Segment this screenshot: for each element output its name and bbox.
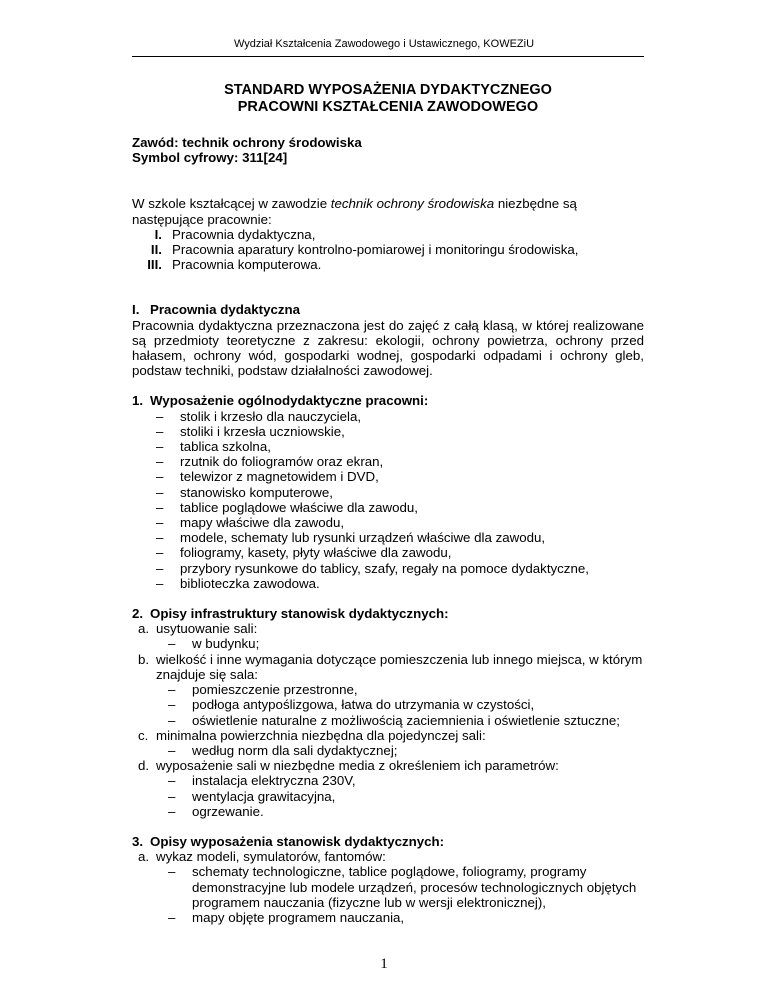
list-item-text: podłoga antypoślizgowa, łatwa do utrzymania w czystości,	[192, 697, 535, 713]
list-item-text: rzutnik do foliogramów oraz ekran,	[180, 454, 384, 470]
workshop-label: Pracownia aparatury kontrolno-pomiarowej i monitoringu środowiska,	[172, 242, 579, 258]
list-item	[162, 636, 644, 651]
alpha-item	[138, 849, 644, 864]
list-item	[162, 773, 644, 788]
equipment-heading	[132, 393, 644, 408]
alpha-sublist	[138, 773, 644, 819]
dash-marker: –	[156, 439, 164, 455]
workshop-number: II.	[150, 242, 162, 258]
section-heading	[132, 302, 644, 317]
list-item	[150, 561, 644, 576]
list-item	[150, 485, 644, 500]
dash-marker: –	[156, 530, 164, 546]
list-item-text: stoliki i krzesła uczniowskie,	[180, 423, 345, 439]
alpha-marker: d.	[138, 758, 150, 774]
list-item-text: w budynku;	[192, 636, 260, 652]
heading-number: 2.	[132, 606, 144, 622]
title-line-1: STANDARD WYPOSAŻENIA DYDAKTYCZNEGO	[224, 82, 552, 98]
header-rule	[132, 56, 644, 57]
dash-marker: –	[168, 803, 176, 819]
alpha-item	[138, 621, 644, 636]
dash-marker: –	[168, 742, 176, 758]
list-item-text: modele, schematy lub rysunki urządzeń właściwe dla zawodu,	[180, 530, 546, 546]
list-item	[150, 454, 644, 469]
list-item	[150, 439, 644, 454]
list-item	[162, 864, 644, 910]
stations-list	[132, 849, 644, 925]
workshop-list	[132, 227, 644, 273]
dash-marker: –	[156, 454, 164, 470]
intro-profession: technik ochrony środowiska	[330, 196, 495, 212]
list-item	[150, 424, 644, 439]
section-number: I.	[132, 302, 140, 318]
list-item	[162, 713, 644, 728]
heading-number: 3.	[132, 833, 144, 849]
list-item	[150, 515, 644, 530]
workshop-number: I.	[154, 226, 162, 242]
list-item	[150, 409, 644, 424]
section-description: Pracownia dydaktyczna przeznaczona jest do zajęć z całą klasą, w której realizowane są przedmioty teoretyczne z zakresu: ekologii, ochrony powietrza, ochrony przed hałasem, ochrony wód, gospodarki wodnej, gospodarki odpadami i ochrony gleb, podstaw techniki, podstaw działalności zawodowej.	[132, 317, 644, 379]
symbol-label: Symbol cyfrowy: 311[24]	[132, 150, 288, 166]
page-header: Wydział Kształcenia Zawodowego i Ustawicznego, KOWEZiU	[233, 38, 535, 50]
list-item	[150, 545, 644, 560]
list-item-text: stanowisko komputerowe,	[180, 484, 333, 500]
workshop-label: Pracownia komputerowa.	[172, 257, 322, 273]
workshop-item	[132, 227, 644, 242]
list-item-text: tablica szkolna,	[180, 439, 271, 455]
profession-label: Zawód: technik ochrony środowiska	[132, 135, 362, 150]
dash-marker: –	[168, 697, 176, 713]
title-line-2: PRACOWNI KSZTAŁCENIA ZAWODOWEGO	[237, 99, 539, 115]
dash-marker: –	[168, 864, 176, 880]
alpha-item	[138, 652, 644, 682]
alpha-text: wyposażenie sali w niezbędne media z określeniem ich parametrów:	[156, 758, 559, 774]
alpha-marker: c.	[138, 727, 149, 743]
dash-marker: –	[168, 788, 176, 804]
list-item	[150, 576, 644, 591]
list-item	[150, 469, 644, 484]
workshop-item	[132, 257, 644, 272]
stations-heading	[132, 834, 644, 849]
infrastructure-list	[132, 621, 644, 819]
heading-title: Wyposażenie ogólnodydaktyczne pracowni:	[150, 393, 429, 409]
heading-title: Opisy infrastruktury stanowisk dydaktycznych:	[150, 606, 449, 622]
intro-paragraph	[132, 196, 644, 226]
alpha-item	[138, 728, 644, 743]
workshop-label: Pracownia dydaktyczna,	[172, 226, 316, 242]
dash-marker: –	[156, 575, 164, 591]
alpha-item	[138, 758, 644, 773]
list-item-text: oświetlenie naturalne z możliwością zaciemnienia i oświetlenie sztuczne;	[192, 712, 620, 728]
heading-title: Opisy wyposażenia stanowisk dydaktycznych:	[150, 833, 445, 849]
list-item-text: wentylacja grawitacyjna,	[192, 788, 336, 804]
list-item	[150, 530, 644, 545]
document-body	[132, 82, 644, 925]
list-item-text: foliogramy, kasety, płyty właściwe dla zawodu,	[180, 545, 452, 561]
alpha-text: wykaz modeli, symulatorów, fantomów:	[156, 849, 386, 865]
alpha-sublist	[138, 864, 644, 925]
alpha-marker: b.	[138, 651, 150, 667]
list-item-text: instalacja elektryczna 230V,	[192, 773, 356, 789]
list-item	[162, 743, 644, 758]
dash-marker: –	[156, 545, 164, 561]
list-item-text: ogrzewanie.	[192, 803, 264, 819]
dash-marker: –	[156, 560, 164, 576]
dash-marker: –	[156, 423, 164, 439]
list-item-text: pomieszczenie przestronne,	[192, 682, 358, 698]
list-item-text: mapy właściwe dla zawodu,	[180, 515, 345, 531]
dash-marker: –	[156, 408, 164, 424]
intro-text-after: niezbędne są następujące pracownie:	[132, 196, 577, 227]
alpha-text: minimalna powierzchnia niezbędna dla pojedynczej sali:	[156, 727, 486, 743]
heading-number: 1.	[132, 393, 144, 409]
list-item	[162, 682, 644, 697]
list-item	[162, 804, 644, 819]
alpha-sublist	[138, 636, 644, 651]
list-item	[150, 500, 644, 515]
dash-marker: –	[168, 909, 176, 925]
alpha-sublist	[138, 682, 644, 728]
list-item-text: telewizor z magnetowidem i DVD,	[180, 469, 379, 485]
list-item	[162, 697, 644, 712]
list-item	[162, 910, 644, 925]
page-number: 1	[380, 956, 388, 972]
dash-marker: –	[168, 636, 176, 652]
dash-marker: –	[156, 499, 164, 515]
list-item-text: według norm dla sali dydaktycznej;	[192, 742, 398, 758]
alpha-text: wielkość i inne wymagania dotyczące pomieszczenia lub innego miejsca, w którym znajduje się sala:	[156, 651, 643, 682]
list-item-text: biblioteczka zawodowa.	[180, 575, 320, 591]
dash-marker: –	[156, 469, 164, 485]
list-item-text: mapy objęte programem nauczania,	[192, 909, 405, 925]
document-title	[132, 82, 644, 116]
alpha-text: usytuowanie sali:	[156, 621, 258, 637]
infrastructure-heading	[132, 606, 644, 621]
intro-text-before: W szkole kształcącej w zawodzie	[132, 196, 331, 212]
section-title: Pracownia dydaktyczna	[150, 302, 301, 318]
dash-marker: –	[156, 484, 164, 500]
workshop-item	[132, 242, 644, 257]
list-item	[162, 789, 644, 804]
workshop-number: III.	[147, 257, 162, 273]
list-item-text: przybory rysunkowe do tablicy, szafy, regały na pomoce dydaktyczne,	[180, 560, 589, 576]
list-item-text: stolik i krzesło dla nauczyciela,	[180, 408, 362, 424]
alpha-marker: a.	[138, 849, 150, 865]
dash-marker: –	[156, 515, 164, 531]
alpha-sublist	[138, 743, 644, 758]
alpha-marker: a.	[138, 621, 150, 637]
list-item-text: tablice poglądowe właściwe dla zawodu,	[180, 499, 419, 515]
list-item-text: schematy technologiczne, tablice poglądowe, foliogramy, programy demonstracyjne lub modele urządzeń, procesów technologicznych objętych programem nauczania (fizyczne lub w wersji elektronicznej),	[192, 864, 637, 910]
equipment-list	[132, 409, 644, 591]
dash-marker: –	[168, 682, 176, 698]
dash-marker: –	[168, 712, 176, 728]
dash-marker: –	[168, 773, 176, 789]
